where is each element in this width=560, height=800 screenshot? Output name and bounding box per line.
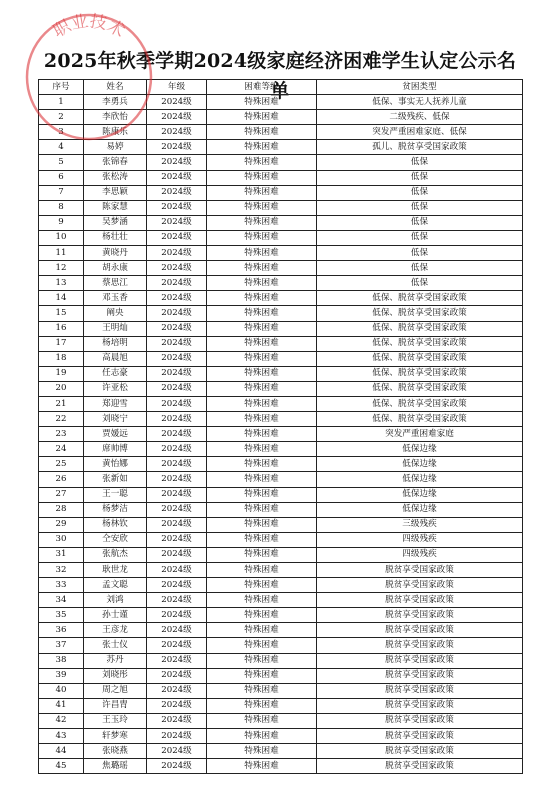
table-row — [39, 276, 523, 291]
cell-name: 杨培明 — [84, 336, 147, 351]
cell-index: 20 — [39, 381, 84, 396]
cell-grade: 2024级 — [147, 155, 207, 170]
cell-level: 特殊困难 — [207, 729, 317, 744]
cell-index: 24 — [39, 442, 84, 457]
cell-type: 低保 — [317, 185, 523, 200]
cell-index: 34 — [39, 593, 84, 608]
table-row — [39, 683, 523, 698]
cell-grade: 2024级 — [147, 261, 207, 276]
table-row — [39, 110, 523, 125]
table-row — [39, 170, 523, 185]
cell-type: 突发严重困难家庭 — [317, 427, 523, 442]
cell-name: 张新如 — [84, 472, 147, 487]
cell-name: 苏丹 — [84, 653, 147, 668]
cell-level: 特殊困难 — [207, 638, 317, 653]
table-row — [39, 608, 523, 623]
cell-type: 低保 — [317, 230, 523, 245]
cell-grade: 2024级 — [147, 366, 207, 381]
cell-type: 脱贫享受国家政策 — [317, 638, 523, 653]
cell-name: 胡永康 — [84, 261, 147, 276]
header-type: 贫困类型 — [317, 80, 523, 95]
cell-level: 特殊困难 — [207, 155, 317, 170]
table-row — [39, 140, 523, 155]
cell-index: 5 — [39, 155, 84, 170]
cell-level: 特殊困难 — [207, 683, 317, 698]
cell-type: 脱贫享受国家政策 — [317, 578, 523, 593]
table-row — [39, 200, 523, 215]
table-row — [39, 427, 523, 442]
cell-grade: 2024级 — [147, 638, 207, 653]
table-row — [39, 336, 523, 351]
cell-grade: 2024级 — [147, 170, 207, 185]
table-row — [39, 759, 523, 774]
table-row — [39, 95, 523, 110]
cell-type: 四级残疾 — [317, 547, 523, 562]
table-row — [39, 215, 523, 230]
cell-type: 低保、脱贫享受国家政策 — [317, 381, 523, 396]
cell-grade: 2024级 — [147, 140, 207, 155]
cell-name: 王明灿 — [84, 321, 147, 336]
cell-grade: 2024级 — [147, 381, 207, 396]
cell-name: 孙士谨 — [84, 608, 147, 623]
cell-name: 李勇兵 — [84, 95, 147, 110]
table-row — [39, 729, 523, 744]
cell-name: 杨梦洁 — [84, 502, 147, 517]
cell-type: 二级残疾、低保 — [317, 110, 523, 125]
cell-level: 特殊困难 — [207, 427, 317, 442]
page-title: 2025年秋季学期2024级家庭经济困难学生认定公示名单 — [43, 50, 517, 102]
cell-type: 低保、脱贫享受国家政策 — [317, 321, 523, 336]
table-row — [39, 366, 523, 381]
cell-grade: 2024级 — [147, 623, 207, 638]
cell-index: 13 — [39, 276, 84, 291]
cell-index: 10 — [39, 230, 84, 245]
cell-grade: 2024级 — [147, 442, 207, 457]
table-row — [39, 185, 523, 200]
cell-level: 特殊困难 — [207, 442, 317, 457]
cell-type: 低保 — [317, 215, 523, 230]
cell-index: 39 — [39, 668, 84, 683]
cell-index: 41 — [39, 698, 84, 713]
cell-level: 特殊困难 — [207, 140, 317, 155]
table-row — [39, 547, 523, 562]
cell-name: 蔡思江 — [84, 276, 147, 291]
cell-level: 特殊困难 — [207, 472, 317, 487]
cell-grade: 2024级 — [147, 306, 207, 321]
cell-index: 15 — [39, 306, 84, 321]
header-index: 序号 — [39, 80, 84, 95]
cell-grade: 2024级 — [147, 744, 207, 759]
cell-grade: 2024级 — [147, 713, 207, 728]
cell-level: 特殊困难 — [207, 578, 317, 593]
cell-grade: 2024级 — [147, 563, 207, 578]
cell-name: 杨壮壮 — [84, 230, 147, 245]
cell-level: 特殊困难 — [207, 412, 317, 427]
cell-type: 脱贫享受国家政策 — [317, 744, 523, 759]
cell-index: 4 — [39, 140, 84, 155]
cell-grade: 2024级 — [147, 351, 207, 366]
cell-type: 低保、脱贫享受国家政策 — [317, 336, 523, 351]
cell-index: 22 — [39, 412, 84, 427]
table-body — [39, 95, 523, 774]
cell-grade: 2024级 — [147, 472, 207, 487]
cell-index: 30 — [39, 532, 84, 547]
table-row — [39, 563, 523, 578]
cell-name: 张航杰 — [84, 547, 147, 562]
cell-name: 任志豪 — [84, 366, 147, 381]
table-row — [39, 457, 523, 472]
cell-type: 低保 — [317, 200, 523, 215]
cell-type: 脱贫享受国家政策 — [317, 563, 523, 578]
cell-grade: 2024级 — [147, 668, 207, 683]
cell-level: 特殊困难 — [207, 95, 317, 110]
cell-level: 特殊困难 — [207, 185, 317, 200]
cell-name: 王一聪 — [84, 487, 147, 502]
table-row — [39, 472, 523, 487]
cell-grade: 2024级 — [147, 412, 207, 427]
cell-level: 特殊困难 — [207, 396, 317, 411]
cell-grade: 2024级 — [147, 95, 207, 110]
cell-name: 黄晓丹 — [84, 246, 147, 261]
cell-grade: 2024级 — [147, 532, 207, 547]
table-row — [39, 653, 523, 668]
cell-index: 31 — [39, 547, 84, 562]
cell-index: 16 — [39, 321, 84, 336]
cell-level: 特殊困难 — [207, 698, 317, 713]
cell-index: 25 — [39, 457, 84, 472]
cell-level: 特殊困难 — [207, 532, 317, 547]
cell-grade: 2024级 — [147, 336, 207, 351]
table-row — [39, 321, 523, 336]
cell-type: 低保、脱贫享受国家政策 — [317, 351, 523, 366]
cell-index: 43 — [39, 729, 84, 744]
cell-type: 脱贫享受国家政策 — [317, 759, 523, 774]
cell-grade: 2024级 — [147, 593, 207, 608]
cell-index: 3 — [39, 125, 84, 140]
table-row — [39, 517, 523, 532]
cell-type: 脱贫享受国家政策 — [317, 729, 523, 744]
table-row — [39, 442, 523, 457]
cell-name: 孟文聪 — [84, 578, 147, 593]
cell-level: 特殊困难 — [207, 744, 317, 759]
cell-level: 特殊困难 — [207, 502, 317, 517]
cell-type: 低保边缘 — [317, 472, 523, 487]
student-table — [38, 79, 523, 774]
cell-name: 李思颖 — [84, 185, 147, 200]
cell-index: 26 — [39, 472, 84, 487]
cell-grade: 2024级 — [147, 427, 207, 442]
cell-index: 35 — [39, 608, 84, 623]
cell-name: 王彦龙 — [84, 623, 147, 638]
cell-index: 14 — [39, 291, 84, 306]
cell-type: 突发严重困难家庭、低保 — [317, 125, 523, 140]
cell-name: 刘鸿 — [84, 593, 147, 608]
cell-type: 低保、脱贫享受国家政策 — [317, 412, 523, 427]
table-row — [39, 638, 523, 653]
table-row — [39, 744, 523, 759]
table-row — [39, 502, 523, 517]
cell-level: 特殊困难 — [207, 653, 317, 668]
cell-type: 低保、脱贫享受国家政策 — [317, 306, 523, 321]
table-row — [39, 396, 523, 411]
table-row — [39, 246, 523, 261]
cell-type: 低保边缘 — [317, 487, 523, 502]
table-row — [39, 261, 523, 276]
cell-type: 低保边缘 — [317, 457, 523, 472]
cell-grade: 2024级 — [147, 608, 207, 623]
cell-grade: 2024级 — [147, 246, 207, 261]
cell-type: 低保 — [317, 276, 523, 291]
cell-level: 特殊困难 — [207, 306, 317, 321]
cell-type: 低保、脱贫享受国家政策 — [317, 291, 523, 306]
cell-level: 特殊困难 — [207, 547, 317, 562]
header-level: 困难等级 — [207, 80, 317, 95]
cell-grade: 2024级 — [147, 291, 207, 306]
table-row — [39, 532, 523, 547]
cell-type: 低保 — [317, 155, 523, 170]
table-row — [39, 698, 523, 713]
cell-type: 脱贫享受国家政策 — [317, 623, 523, 638]
cell-type: 脱贫享受国家政策 — [317, 608, 523, 623]
cell-grade: 2024级 — [147, 653, 207, 668]
cell-level: 特殊困难 — [207, 487, 317, 502]
cell-grade: 2024级 — [147, 487, 207, 502]
cell-grade: 2024级 — [147, 457, 207, 472]
table-row — [39, 381, 523, 396]
cell-name: 席帅博 — [84, 442, 147, 457]
cell-type: 低保、事实无人抚养儿童 — [317, 95, 523, 110]
cell-level: 特殊困难 — [207, 623, 317, 638]
cell-type: 低保 — [317, 261, 523, 276]
cell-grade: 2024级 — [147, 230, 207, 245]
cell-level: 特殊困难 — [207, 608, 317, 623]
cell-name: 耿世龙 — [84, 563, 147, 578]
cell-name: 李欣怡 — [84, 110, 147, 125]
cell-type: 脱贫享受国家政策 — [317, 683, 523, 698]
cell-index: 28 — [39, 502, 84, 517]
cell-name: 吴梦涵 — [84, 215, 147, 230]
cell-type: 低保 — [317, 246, 523, 261]
cell-index: 9 — [39, 215, 84, 230]
cell-index: 23 — [39, 427, 84, 442]
cell-level: 特殊困难 — [207, 125, 317, 140]
cell-name: 许昌胄 — [84, 698, 147, 713]
cell-type: 脱贫享受国家政策 — [317, 593, 523, 608]
cell-name: 张士仪 — [84, 638, 147, 653]
cell-level: 特殊困难 — [207, 517, 317, 532]
cell-grade: 2024级 — [147, 215, 207, 230]
table-row — [39, 593, 523, 608]
cell-index: 19 — [39, 366, 84, 381]
cell-index: 17 — [39, 336, 84, 351]
cell-index: 7 — [39, 185, 84, 200]
cell-name: 仝安欣 — [84, 532, 147, 547]
cell-level: 特殊困难 — [207, 261, 317, 276]
cell-name: 黄怡娜 — [84, 457, 147, 472]
cell-level: 特殊困难 — [207, 200, 317, 215]
cell-index: 18 — [39, 351, 84, 366]
table-row — [39, 623, 523, 638]
cell-level: 特殊困难 — [207, 366, 317, 381]
cell-index: 1 — [39, 95, 84, 110]
cell-name: 张松涛 — [84, 170, 147, 185]
cell-level: 特殊困难 — [207, 321, 317, 336]
cell-type: 低保边缘 — [317, 502, 523, 517]
cell-grade: 2024级 — [147, 185, 207, 200]
cell-name: 周之旭 — [84, 683, 147, 698]
cell-name: 邓玉香 — [84, 291, 147, 306]
cell-index: 27 — [39, 487, 84, 502]
cell-level: 特殊困难 — [207, 110, 317, 125]
cell-type: 低保边缘 — [317, 442, 523, 457]
cell-type: 脱贫享受国家政策 — [317, 668, 523, 683]
cell-index: 37 — [39, 638, 84, 653]
table-row — [39, 155, 523, 170]
cell-grade: 2024级 — [147, 125, 207, 140]
table-row — [39, 578, 523, 593]
cell-grade: 2024级 — [147, 547, 207, 562]
cell-name: 陈家慧 — [84, 200, 147, 215]
cell-type: 低保 — [317, 170, 523, 185]
cell-level: 特殊困难 — [207, 593, 317, 608]
cell-name: 贾媛远 — [84, 427, 147, 442]
cell-level: 特殊困难 — [207, 457, 317, 472]
seal-text: 职业技术 — [49, 11, 129, 42]
cell-grade: 2024级 — [147, 683, 207, 698]
cell-name: 刘晓宁 — [84, 412, 147, 427]
cell-type: 脱贫享受国家政策 — [317, 653, 523, 668]
cell-level: 特殊困难 — [207, 246, 317, 261]
cell-grade: 2024级 — [147, 759, 207, 774]
cell-level: 特殊困难 — [207, 381, 317, 396]
cell-index: 29 — [39, 517, 84, 532]
cell-index: 32 — [39, 563, 84, 578]
cell-level: 特殊困难 — [207, 713, 317, 728]
cell-type: 低保、脱贫享受国家政策 — [317, 396, 523, 411]
cell-level: 特殊困难 — [207, 336, 317, 351]
cell-name: 郑迎雪 — [84, 396, 147, 411]
table-row — [39, 125, 523, 140]
cell-index: 8 — [39, 200, 84, 215]
cell-type: 三级残疾 — [317, 517, 523, 532]
header-grade: 年级 — [147, 80, 207, 95]
table-row — [39, 668, 523, 683]
cell-name: 陈康乐 — [84, 125, 147, 140]
cell-index: 11 — [39, 246, 84, 261]
cell-grade: 2024级 — [147, 517, 207, 532]
cell-index: 42 — [39, 713, 84, 728]
cell-level: 特殊困难 — [207, 170, 317, 185]
cell-level: 特殊困难 — [207, 351, 317, 366]
cell-name: 焦璐瑶 — [84, 759, 147, 774]
cell-index: 12 — [39, 261, 84, 276]
cell-level: 特殊困难 — [207, 668, 317, 683]
cell-index: 40 — [39, 683, 84, 698]
table-row — [39, 412, 523, 427]
cell-name: 易婷 — [84, 140, 147, 155]
cell-type: 脱贫享受国家政策 — [317, 713, 523, 728]
cell-type: 脱贫享受国家政策 — [317, 698, 523, 713]
cell-type: 四级残疾 — [317, 532, 523, 547]
cell-grade: 2024级 — [147, 110, 207, 125]
table-row — [39, 230, 523, 245]
cell-level: 特殊困难 — [207, 291, 317, 306]
cell-grade: 2024级 — [147, 396, 207, 411]
cell-level: 特殊困难 — [207, 230, 317, 245]
cell-grade: 2024级 — [147, 321, 207, 336]
cell-index: 6 — [39, 170, 84, 185]
cell-grade: 2024级 — [147, 698, 207, 713]
cell-index: 36 — [39, 623, 84, 638]
cell-type: 孤儿、脱贫享受国家政策 — [317, 140, 523, 155]
cell-name: 许亚松 — [84, 381, 147, 396]
cell-index: 38 — [39, 653, 84, 668]
cell-type: 低保、脱贫享受国家政策 — [317, 366, 523, 381]
header-name: 姓名 — [84, 80, 147, 95]
cell-name: 刘晓彤 — [84, 668, 147, 683]
table-header-row — [39, 80, 523, 95]
cell-grade: 2024级 — [147, 200, 207, 215]
cell-index: 33 — [39, 578, 84, 593]
table-row — [39, 306, 523, 321]
cell-index: 2 — [39, 110, 84, 125]
cell-name: 杨林钦 — [84, 517, 147, 532]
cell-name: 高晨旭 — [84, 351, 147, 366]
cell-name: 轩梦寒 — [84, 729, 147, 744]
cell-level: 特殊困难 — [207, 759, 317, 774]
table-row — [39, 351, 523, 366]
table-row — [39, 291, 523, 306]
cell-grade: 2024级 — [147, 729, 207, 744]
cell-level: 特殊困难 — [207, 276, 317, 291]
cell-grade: 2024级 — [147, 502, 207, 517]
table-row — [39, 713, 523, 728]
cell-grade: 2024级 — [147, 276, 207, 291]
cell-level: 特殊困难 — [207, 215, 317, 230]
cell-name: 阐央 — [84, 306, 147, 321]
cell-name: 张锦春 — [84, 155, 147, 170]
cell-index: 21 — [39, 396, 84, 411]
table-row — [39, 487, 523, 502]
cell-grade: 2024级 — [147, 578, 207, 593]
cell-name: 张晓燕 — [84, 744, 147, 759]
cell-name: 王玉玲 — [84, 713, 147, 728]
cell-index: 45 — [39, 759, 84, 774]
cell-index: 44 — [39, 744, 84, 759]
cell-level: 特殊困难 — [207, 563, 317, 578]
